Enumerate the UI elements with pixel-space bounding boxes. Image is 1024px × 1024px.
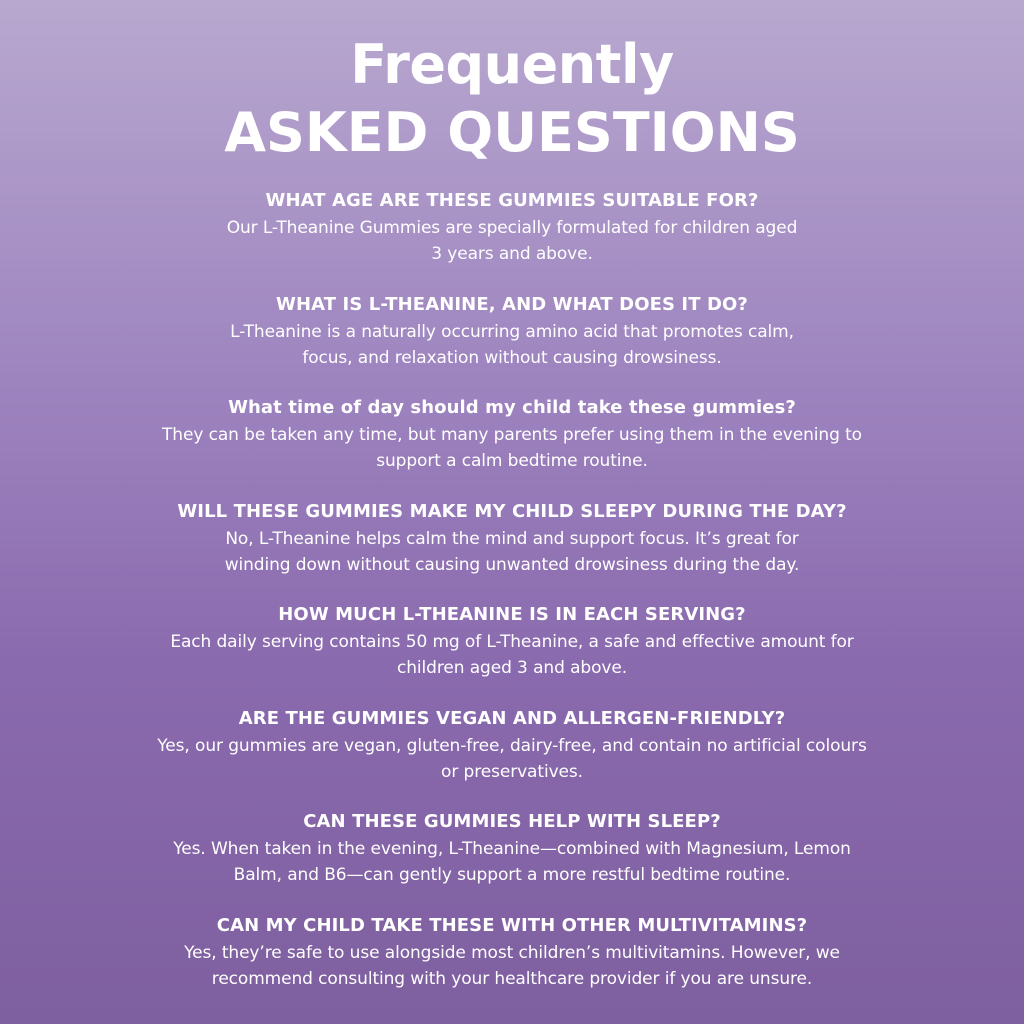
faq-list (0, 187, 1024, 1015)
faq-item (0, 705, 1024, 809)
faq-question: WHAT IS L-THEANINE, AND WHAT DOES IT DO? (276, 293, 748, 315)
faq-item (0, 498, 1024, 602)
faq-answer-line: or preservatives. (441, 761, 583, 782)
faq-answer-line: recommend consulting with your healthcare provider if you are unsure. (211, 968, 813, 989)
faq-question: WHAT AGE ARE THESE GUMMIES SUITABLE FOR? (265, 190, 759, 211)
faq-answer-line: Each daily serving contains 50 mg of L-Theanine, a safe and effective amount for (170, 632, 854, 652)
faq-item (0, 808, 1024, 912)
faq-answer-line: They can be taken any time, but many parents prefer using them in the evening to (162, 425, 862, 445)
faq-answer-line: Yes, they’re safe to use alongside most children’s multivitamins. However, we (184, 942, 840, 963)
faq-question: ARE THE GUMMIES VEGAN AND ALLERGEN-FRIENDLY? (238, 707, 786, 729)
title-line-frequently: Frequently (350, 33, 674, 96)
faq-item (0, 912, 1024, 1016)
title-line-asked-questions: ASKED QUESTIONS (224, 101, 800, 164)
faq-answer-line: winding down without causing unwanted drowsiness during the day. (224, 554, 800, 575)
faq-question: WILL THESE GUMMIES MAKE MY CHILD SLEEPY DURING THE DAY? (177, 500, 847, 522)
faq-answer-line: Our L-Theanine Gummies are specially formulated for children aged (226, 218, 798, 238)
page-title (0, 34, 1024, 164)
faq-answer-line: No, L-Theanine helps calm the mind and support focus. It’s great for (225, 528, 799, 549)
faq-answer-line: Balm, and B6—can gently support a more restful bedtime routine. (233, 865, 791, 885)
faq-answer-line: children aged 3 and above. (396, 658, 627, 678)
faq-answer-line: Yes, our gummies are vegan, gluten-free, dairy-free, and contain no artificial colours (157, 735, 867, 756)
faq-item (0, 187, 1024, 291)
faq-question: What time of day should my child take these gummies? (228, 397, 796, 418)
faq-answer-line: focus, and relaxation without causing drowsiness. (302, 347, 722, 368)
faq-question: HOW MUCH L-THEANINE IS IN EACH SERVING? (278, 604, 746, 625)
faq-item (0, 601, 1024, 705)
faq-answer-line: L-Theanine is a naturally occurring amino acid that promotes calm, (230, 321, 794, 342)
faq-answer-line: Yes. When taken in the evening, L-Theanine—combined with Magnesium, Lemon (173, 839, 851, 859)
faq-answer-line: support a calm bedtime routine. (376, 451, 648, 471)
faq-answer-line: 3 years and above. (431, 244, 593, 264)
faq-item (0, 291, 1024, 395)
faq-item (0, 394, 1024, 498)
faq-question: CAN THESE GUMMIES HELP WITH SLEEP? (303, 811, 721, 832)
faq-question: CAN MY CHILD TAKE THESE WITH OTHER MULTIVITAMINS? (216, 914, 808, 936)
